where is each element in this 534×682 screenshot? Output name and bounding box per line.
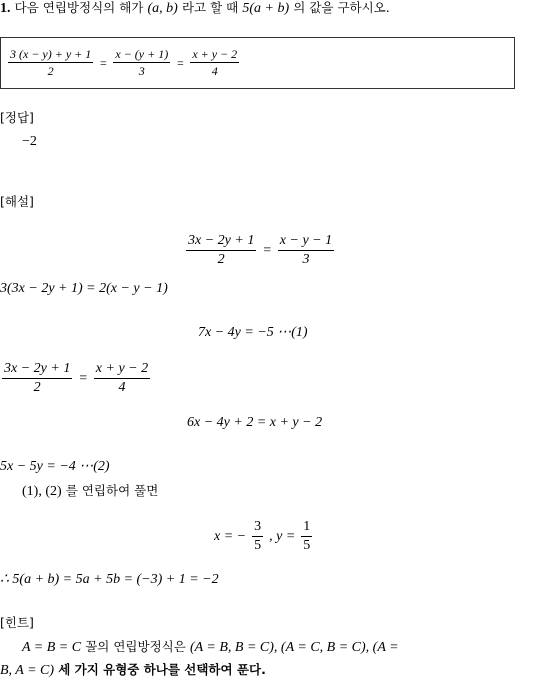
answer-label: [정답] — [0, 110, 34, 125]
solution-step-8: x = − $\frac{3}{5}$ , y = $\frac{1}{5}$ — [214, 519, 311, 553]
hint-line-1: A = B = C 꼴의 연립방정식은 (A = B, B = C), (A = C, B = C), (A = — [22, 639, 399, 655]
question-text-a: 다음 연립방정식의 해가 — [14, 0, 144, 15]
equation-system: $\frac{3 (x - y) + y + 1}{2}$ = $\frac{x - (y + 1)}{3}$ = $\frac{x + y - 2}{4}$ — [10, 47, 238, 78]
question-pair: (a, b) — [147, 1, 178, 16]
question-text-c: 의 값을 구하시오. — [293, 0, 390, 15]
question-number: 1. — [0, 1, 11, 16]
answer-value: −2 — [22, 134, 37, 149]
solution-step-1: $\frac{3x - 2y + 1}{2}$ = $\frac{x - y - 1}{3}$ — [188, 233, 333, 267]
solution-step-4: $\frac{3x - 2y + 1}{2}$ = $\frac{x + y - 2}{4}$ — [4, 361, 149, 395]
question-expr: 5(a + b) — [242, 1, 290, 16]
question-line — [0, 2, 390, 16]
solution-step-3: 7x − 4y = −5 ⋯(1) — [198, 325, 308, 340]
system-fraction-1: $\frac{3 (x - y) + y + 1}{2}$ — [10, 47, 92, 78]
solution-label: [해설] — [0, 194, 34, 209]
solution-step-7: (1), (2) 를 연립하여 풀면 — [22, 483, 159, 499]
solution-step-6: 5x − 5y = −4 ⋯(2) — [0, 459, 110, 474]
solution-conclusion: ∴ 5(a + b) = 5a + 5b = (−3) + 1 = −2 — [0, 572, 219, 587]
hint-line-2: B, A = C) 세 가지 유형중 하나를 선택하여 푼다. — [0, 662, 266, 678]
system-fraction-3: $\frac{x + y - 2}{4}$ — [192, 47, 238, 78]
system-fraction-2: $\frac{x - (y + 1)}{3}$ — [115, 47, 169, 78]
question-text-b: 라고 할 때 — [181, 0, 239, 15]
hint-label: [힌트] — [0, 615, 34, 630]
solution-step-2: 3(3x − 2y + 1) = 2(x − y − 1) — [0, 281, 168, 296]
solution-step-5: 6x − 4y + 2 = x + y − 2 — [187, 415, 323, 430]
